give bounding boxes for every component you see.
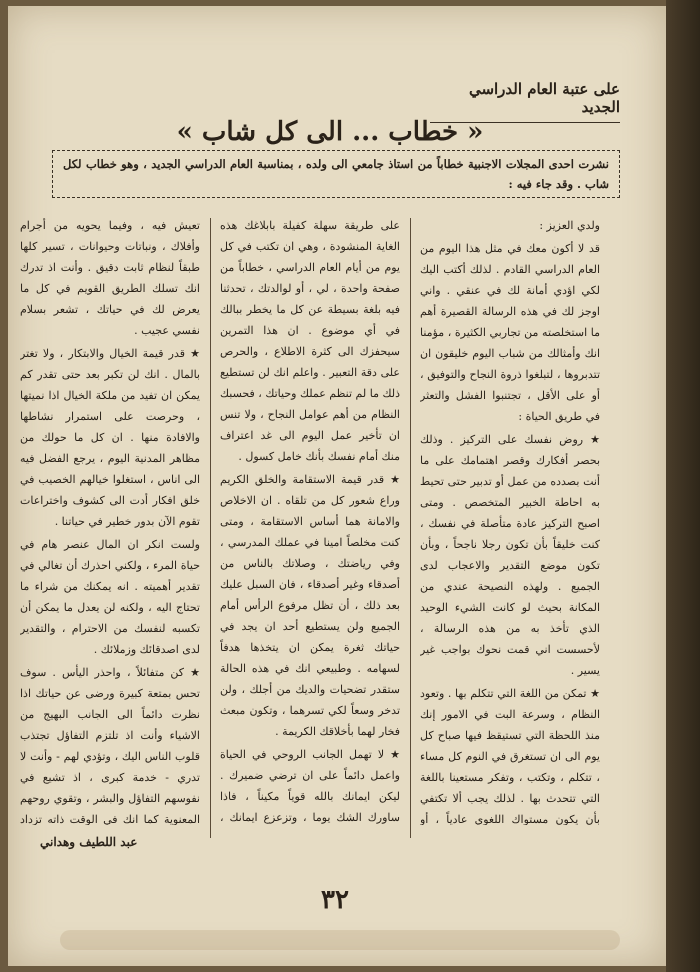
article-intro-box: نشرت احدى المجلات الاجنبية خطاباً من استاذ جامعي الى ولده ، بمناسبة العام الدراسي الجديد ، وهو خطاب لكل شاب . وقد جاء فيه : bbox=[52, 150, 620, 198]
article-title: « خطاب ... الى كل شاب » bbox=[176, 117, 484, 147]
paragraph: على طريقة سهلة كفيلة بابلاغك هذه الغاية المنشودة ، وهي ان تكتب في كل يوم من أيام العام الدراسي ، خطاباً من صفحة واحدة ، لي ، أو لوالدتك ، تحدثنا فيه بلغة بسيطة عن كل ما يخطر ببالك في أي موضوع . ان هذا التمرين سيحفزك الى كثرة الاطلاع ، والحرص على دقة التعبير . واعلم انك لن تستطيع ذلك ما لم تنظم عملك وحياتك ، فحسبك النظام من أهم عوامل النجاح ، ولا تنس ان تأخير عمل اليوم الى غد اعتراف منك أمام نفسك بأنك خامل كسول . bbox=[220, 219, 400, 463]
paragraph: قد لا أكون معك في مثل هذا اليوم من العام الدراسي القادم . لذلك أكتب اليك لكي اؤدي أمانة لك في عنقي . واني اوجز لك في هذه الرسالة القصيرة أهم ما استخلصته من تجاربي الكثيرة ، مؤمنا انك وأمثالك من شباب اليوم خليقون ان تتدبروها ، لتبلغوا ذروة النجاح والتوفيق ، أو على الأقل ، تجتنبوا الفشل والتعثر في طريق الحياة : bbox=[420, 242, 600, 423]
author-signature: عبد اللطيف وهداني bbox=[40, 835, 138, 849]
paragraph: ★ لا تهمل الجانب الروحي في الحياة واعمل دائماً على ان ترضي ضميرك . ليكن ايمانك بالله قوياً مكيناً ، فاذا ساورك الشك يوما ، وتزعزع ايمانك ، bbox=[220, 748, 400, 824]
paragraph: ولدي العزيز : bbox=[539, 219, 600, 232]
paragraph: ★ تمكن من اللغة التي تتكلم بها . وتعود النظام ، وسرعة البت في الامور إنك منذ اللحظة التي تستيقظ فيها صباح كل يوم الى ان تستغرق في النوم كل مساء ، تتكلم ، وتكتب ، وتفكر مستعينا باللغة التي تتحدث بها . لذلك يجب ألا تكتفي بأن يكون مستواك اللغوي عادياً ، أو bbox=[420, 687, 600, 825]
page-number: ٣٢ bbox=[321, 885, 349, 915]
paragraph: ولست انكر ان المال عنصر هام في حياة المرء ، ولكني احذرك أن تغالي في تقدير أهميته . انه يمكنك من شراء ما تحتاج اليه ، ولكنه لن يعدل ما يمكن أن تكسبه لنفسك من الاحترام ، والتقدير لدى اصدقائك وزملائك . bbox=[20, 538, 200, 656]
column-2 bbox=[220, 215, 400, 825]
column-3 bbox=[20, 215, 200, 825]
page-edge bbox=[666, 0, 700, 972]
paragraph: ★ روض نفسك على التركيز . وذلك بحصر أفكارك وقصر اهتمامك على ما أنت بصدده من عمل أو تدبير حتى تحيط به احاطة الخبير المتخصص . ومتى اصبح التركيز عادة متأصلة في نفسك ، كنت خليقاً بأن تكون رجلا ناجحاً ، وبأن تكون موضع التقدير والاعجاب لدى الجميع . ولهذه النصيحة عندي من المكانة بحيث لو كانت الشيء الوحيد الذي تأخذ به من هذه الرسالة ، لأحسست اني قمت نحوك بواجب غير يسير . bbox=[420, 433, 600, 677]
column-1 bbox=[420, 215, 600, 825]
paragraph: ★ كن متفائلاً ، واحذر اليأس . سوف تحس بمتعة كبيرة ورضى عن حياتك اذا نظرت دائماً الى الجانب البهيج من الاشياء وأنت اذ تلتزم التفاؤل تجتذب قلوب الناس اليك ، وتؤدي لهم - وأنت لا تدري - خدمة كبرى ، اذ تشيع في نفوسهم التفاؤل والبشر ، وتقوي روحهم المعنوية كما انك في الوقت ذاته تزداد bbox=[20, 666, 200, 825]
paper-stain bbox=[60, 930, 620, 950]
paragraph: ★ قدر قيمة الخيال والابتكار ، ولا تغتر بالمال . انك لن تكبر بعد حتى تقدر كم يمكن ان تفيد من ملكة الخيال اذا نميتها ، وحرصت على استمرار نشاطها والافادة منها . ان كل ما حولك من مظاهر المدنية اليوم ، يرجع الفضل فيه الى اناس ، استغلوا خيالهم الخصيب في خلق افكار أدت الى كشوف واختراعات تقوم الآن بدور خطير في حياتنا . bbox=[20, 347, 200, 528]
paragraph: تعيش فيه ، وفيما يحويه من أجرام وأفلاك ، ونباتات وحيوانات ، تسير كلها طبقاً لنظام ثابت دقيق . وأنت اذ تدرك انك تسلك الطريق القويم في كل ما يعرض لك في حياتك ، تشعر بسلام نفسي عجيب . bbox=[20, 219, 200, 337]
column-rule bbox=[210, 218, 211, 838]
paragraph: ★ قدر قيمة الاستقامة والخلق الكريم وراع شعور كل من تلقاه . ان الاخلاص والامانة هما أساس الاستقامة ، ومتى كنت مخلصاً امينا في عملك المدرسي ، وفي رياضتك ، وصلاتك بالناس من أصدقاء وغير أصدقاء ، فان السبل عليك بعد ذلك ، أن تظل مرفوع الرأس أمام الجميع ولن يستطيع أحد ان يجد في حياتك ثغرة يمكن ان يتخذها هدفاً لسهامه . وطبيعي انك في هذه الحالة ستقدر تضحيات والديك من أجلك ، ولن تدخر وسعاً لكي تسرهما ، وتكون مبعث فخار لهما بأخلاقك الكريمة . bbox=[220, 473, 400, 738]
column-rule bbox=[410, 218, 411, 838]
running-header: على عتبة العام الدراسي الجديد bbox=[430, 80, 620, 123]
